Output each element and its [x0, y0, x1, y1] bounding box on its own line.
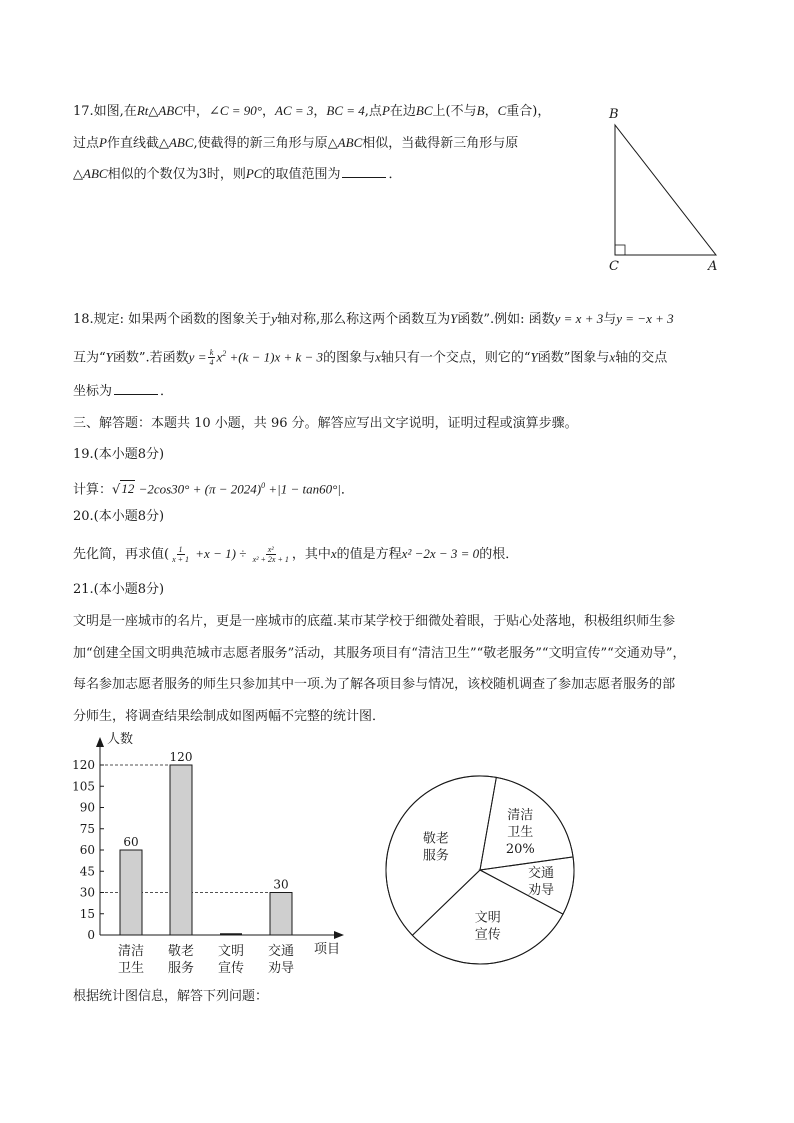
q21-footer: 根据统计图信息，解答下列问题： — [73, 989, 269, 1004]
bar-value-label: 120 — [169, 750, 193, 764]
q19-head: 19.(本小题8分) — [73, 447, 165, 462]
vertex-label-a: A — [708, 259, 718, 274]
section-3-title: 三、解答题：本题共 10 小题，共 96 分。解答应写出文字说明，证明过程或演算步骤。 — [73, 416, 578, 431]
q21-para-2: 加“创建全国文明典范城市志愿者服务”活动，其服务项目有“清洁卫生”“敬老服务”“文明宣传”“交通劝导”， — [73, 646, 686, 661]
x-tick-label: 文明 — [217, 944, 245, 959]
pie-slice-label: 文明 — [474, 910, 501, 926]
bar — [270, 893, 292, 936]
bar — [120, 850, 142, 935]
q18-line-3: 坐标为 ． — [73, 384, 174, 399]
y-tick-label: 45 — [79, 864, 95, 879]
x-tick-label: 服务 — [167, 961, 195, 976]
pie-slice-label: 劝导 — [528, 882, 555, 898]
x-tick-label: 卫生 — [117, 961, 145, 976]
y-axis-label: 人数 — [107, 732, 134, 747]
y-tick-label: 120 — [72, 758, 95, 772]
bar-value-label: 30 — [273, 877, 289, 892]
vertex-label-c: C — [609, 259, 619, 274]
x-tick-label: 交通 — [267, 944, 295, 959]
pie-chart — [378, 768, 582, 972]
pie-slice-label: 服务 — [422, 848, 449, 864]
answer-blank-18 — [114, 382, 158, 395]
y-tick-label: 30 — [79, 885, 95, 900]
y-tick-label: 75 — [79, 821, 95, 836]
x-tick-label: 敬老 — [167, 944, 195, 959]
q18-line-1: 18.规定: 如果两个函数的图象关于y轴对称,那么称这两个函数互为Y函数”.例如: 函数y = x + 3与y = −x + 3 — [73, 311, 674, 327]
bar — [170, 765, 192, 935]
y-axis-arrow — [96, 737, 104, 747]
fraction-k-4: $\frac{k}{4}$ — [209, 348, 214, 368]
pie-slice-label: 清洁 — [507, 808, 534, 824]
pie-slice-label: 20% — [505, 842, 535, 858]
q20-head: 20.(本小题8分) — [73, 509, 165, 524]
q17-line-2: 过点P作直线截△ABC,使截得的新三角形与原△ABC相似，当截得新三角形与原 — [73, 135, 519, 151]
q17-line-1: 17.如图,在Rt△ABC中，∠C = 90°，AC = 3，BC = 4,点P在边BC上(不与B，C重合)， — [73, 103, 551, 119]
q20-expression: 先化简，再求值( $\frac{1}{x + 1}$ +x − 1) ÷ $\frac{\text{x²}}{\text{x² + 2x + 1}}$ ，其中x的值是方程x² −2x − 3 = 0的根． — [73, 545, 519, 564]
pie-slice-label: 交通 — [528, 865, 555, 881]
pie-slice-label: 敬老 — [422, 831, 449, 847]
y-tick-label: 60 — [79, 843, 95, 857]
x-axis-arrow — [334, 931, 344, 939]
q18-line-2: 互为“Y函数”.若函数y = $\frac{k}{4}$ $x^2 +(k - 1)x + k - 3$的图象与x轴只有一个交点，则它的“Y函数”图象与x轴的交点 — [73, 348, 668, 368]
bar-chart — [60, 725, 360, 985]
x-axis-label: 项目 — [314, 942, 341, 957]
fraction-1-over-x-plus-1: $\frac{1}{x + 1}$ — [172, 545, 190, 564]
pie-slice-label: 卫生 — [507, 825, 534, 841]
y-tick-label: 105 — [72, 779, 95, 794]
q17-line-3: △ABC相似的个数仅为3时，则PC的取值范围为 ． — [73, 166, 402, 182]
q21-para-3: 每名参加志愿者服务的师生只参加其中一项.为了解各项目参与情况，该校随机调查了参加志愿者服务的部 — [73, 677, 676, 692]
x-tick-label: 清洁 — [117, 944, 145, 959]
y-tick-label: 90 — [79, 800, 95, 815]
q21-head: 21.(本小题8分) — [73, 582, 165, 597]
q21-para-4: 分师生，将调查结果绘制成如图两幅不完整的统计图． — [73, 709, 386, 724]
y-tick-label: 15 — [79, 906, 95, 921]
answer-blank-17 — [342, 165, 386, 178]
fraction-x2-over-poly: $\frac{\text{x²}}{\text{x² + 2x + 1}}$ — [252, 545, 289, 564]
q19-expression: 计算：$√12 -2\cos 30^\circ + (\pi - 2024)^0 +|1 - \tan 60^\circ|$． — [73, 481, 354, 498]
triangle-figure — [600, 100, 730, 280]
bar-value-label: 60 — [123, 835, 139, 849]
x-tick-label: 劝导 — [267, 961, 295, 976]
x-tick-label: 宣传 — [217, 961, 245, 976]
q21-para-1: 文明是一座城市的名片，更是一座城市的底蕴.某市某学校于细微处着眼，于贴心处落地，积极组织师生参 — [73, 614, 676, 629]
pie-slice-label: 宣传 — [474, 927, 501, 943]
y-tick-label: 0 — [87, 928, 95, 942]
vertex-label-b: B — [609, 107, 619, 122]
